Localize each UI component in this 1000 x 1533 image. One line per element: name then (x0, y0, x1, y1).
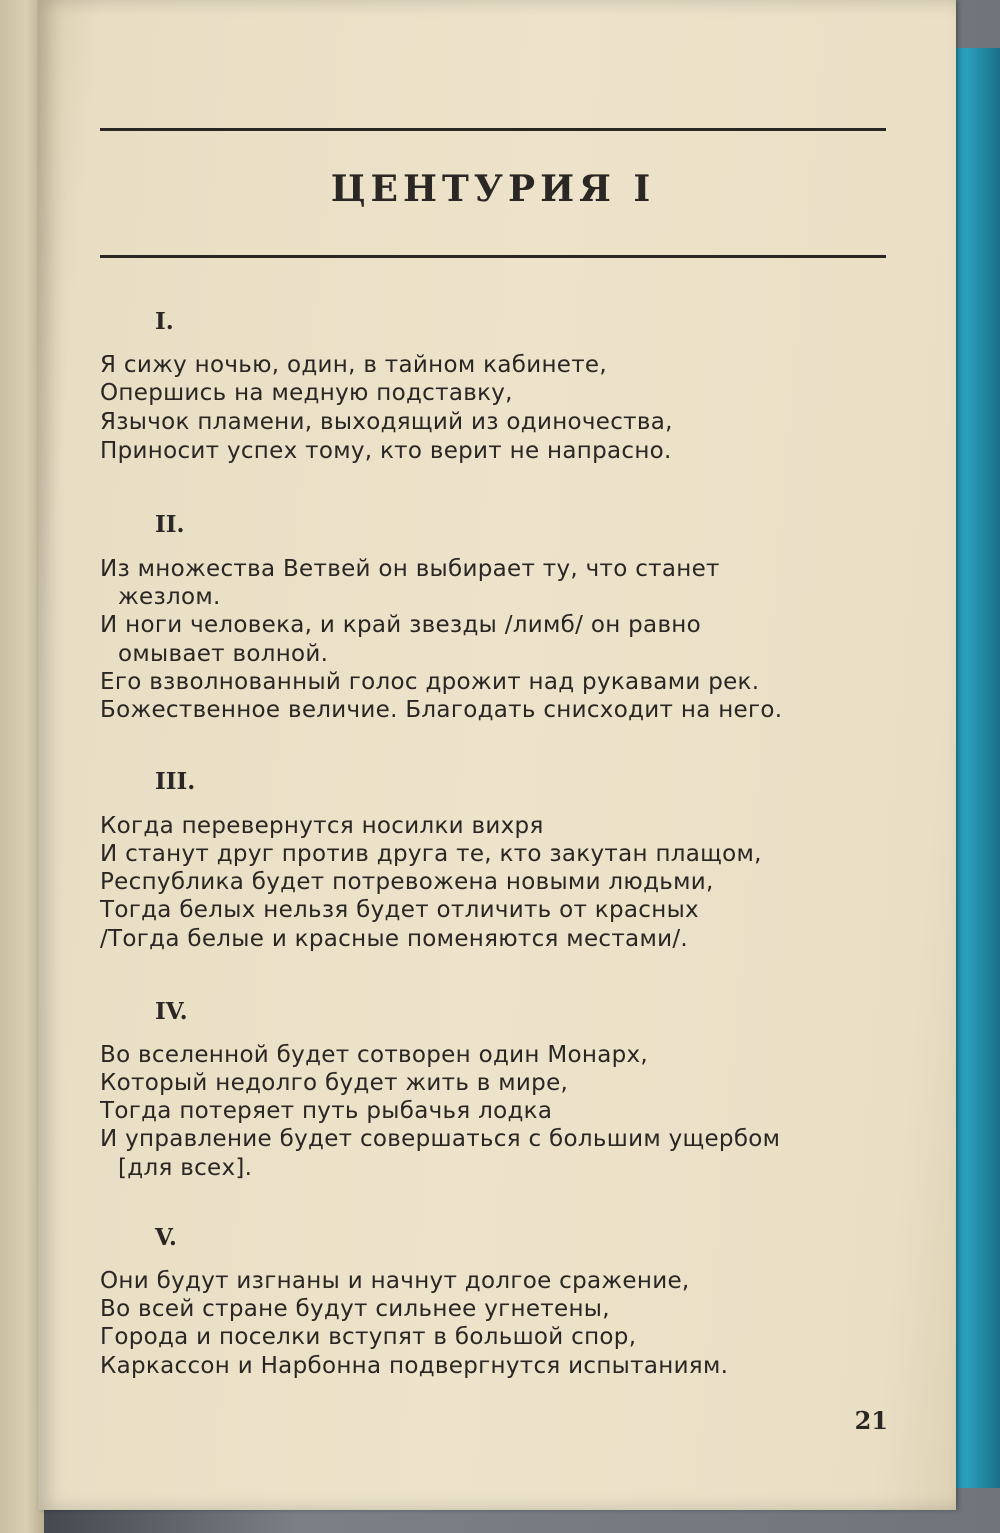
quatrain-number: II. (155, 511, 185, 538)
quatrain-line: И управление будет совершаться с большим ущербом (100, 1126, 781, 1152)
quatrain-number: IV. (155, 998, 188, 1025)
quatrain-line: Города и поселки вступят в большой спор, (100, 1324, 637, 1350)
quatrain-line: Когда перевернутся носилки вихря (100, 813, 544, 839)
quatrain-line: Язычок пламени, выходящий из одиночества, (100, 409, 673, 435)
book-page (38, 0, 956, 1510)
quatrain-line: Опершись на медную подставку, (100, 380, 513, 406)
quatrain-line: омывает волной. (118, 641, 329, 667)
quatrain-line: Тогда белых нельзя будет отличить от красных (100, 897, 699, 923)
title-rule-bottom (100, 255, 886, 258)
quatrain-line: Республика будет потревожена новыми людьми, (100, 869, 714, 895)
chapter-title: ЦЕНТУРИЯ I (330, 168, 656, 210)
quatrain-line: И станут друг против друга те, кто закутан плащом, (100, 841, 762, 867)
quatrain-line: Они будут изгнаны и начнут долгое сражение, (100, 1268, 690, 1294)
quatrain-number: V. (155, 1224, 177, 1251)
quatrain-line: Из множества Ветвей он выбирает ту, что станет (100, 556, 720, 582)
quatrain-line: [для всех]. (118, 1155, 253, 1181)
title-rule-top (100, 128, 886, 131)
quatrain-line: И ноги человека, и край звезды /лимб/ он равно (100, 612, 702, 638)
quatrain-line: Я сижу ночью, один, в тайном кабинете, (100, 352, 607, 378)
quatrain-line: Приносит успех тому, кто верит не напрасно. (100, 438, 672, 464)
quatrain-line: Во всей стране будут сильнее угнетены, (100, 1296, 610, 1322)
quatrain-line: Который недолго будет жить в мире, (100, 1070, 569, 1096)
quatrain-number: III. (155, 768, 196, 795)
quatrain-line: жезлом. (118, 584, 221, 610)
quatrain-line: Его взволнованный голос дрожит над рукавами рек. (100, 669, 760, 695)
page-number: 21 (854, 1406, 888, 1435)
quatrain-number: I. (155, 308, 174, 335)
quatrain-line: /Тогда белые и красные поменяются местами/. (100, 926, 689, 952)
quatrain-line: Тогда потеряет путь рыбачья лодка (100, 1098, 553, 1124)
quatrain-line: Божественное величие. Благодать снисходит на него. (100, 697, 783, 723)
quatrain-line: Во вселенной будет сотворен один Монарх, (100, 1042, 649, 1068)
quatrain-line: Каркассон и Нарбонна подвергнутся испытаниям. (100, 1353, 729, 1379)
